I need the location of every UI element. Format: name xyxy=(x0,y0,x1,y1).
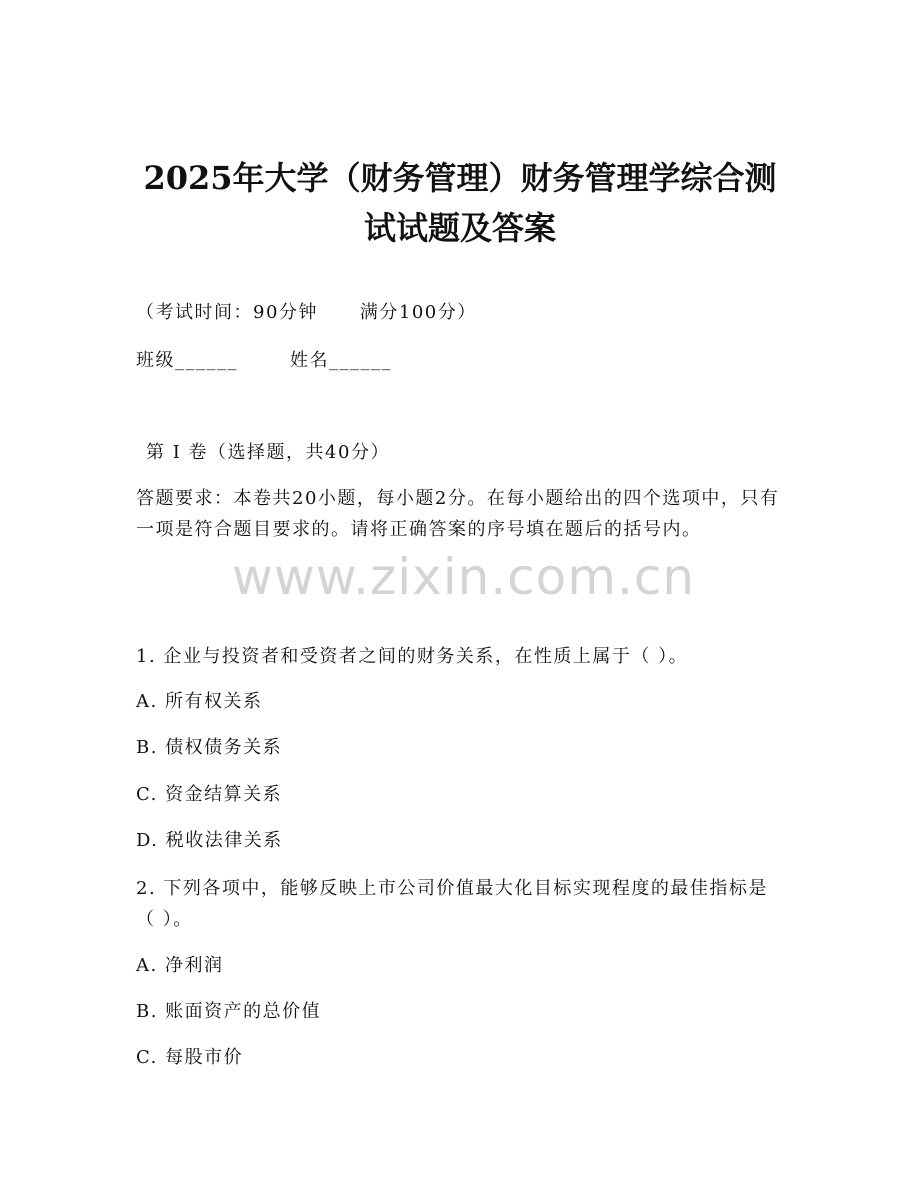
question-1-option-d: D. 税收法律关系 xyxy=(136,830,283,851)
document-title-line-1: 2025年大学（财务管理）财务管理学综合测 xyxy=(143,159,777,197)
question-1-stem: 1. 企业与投资者和受资者之间的财务关系，在性质上属于（ ）。 xyxy=(136,646,689,667)
document-title-line-2: 试试题及答案 xyxy=(363,209,556,247)
watermark: www.zixin.com.cn xyxy=(232,548,696,606)
question-1-option-c: C. 资金结算关系 xyxy=(136,784,283,805)
class-field: 班级______ xyxy=(136,350,238,371)
question-2-option-a: A. 净利润 xyxy=(136,955,224,976)
question-1-option-a: A. 所有权关系 xyxy=(136,691,263,712)
question-2-stem: 2. 下列各项中，能够反映上市公司价值最大化目标实现程度的最佳指标是（ ）。 xyxy=(136,878,768,930)
student-fields xyxy=(136,348,392,374)
exam-info xyxy=(136,300,477,326)
section-heading: 第 I 卷（选择题，共40分） xyxy=(146,442,390,463)
exam-time: （考试时间：90分钟 xyxy=(136,302,318,323)
question-2-option-c: C. 每股市价 xyxy=(136,1047,244,1068)
exam-score: 满分100分） xyxy=(359,302,477,323)
question-1-option-b: B. 债权债务关系 xyxy=(136,737,283,758)
instructions: 答题要求：本卷共20小题，每小题2分。在每小题给出的四个选项中，只有一项是符合题目要求的。请将正确答案的序号填在题后的括号内。 xyxy=(136,488,780,540)
question-2-option-b: B. 账面资产的总价值 xyxy=(136,1001,322,1022)
name-field: 姓名______ xyxy=(290,350,392,371)
